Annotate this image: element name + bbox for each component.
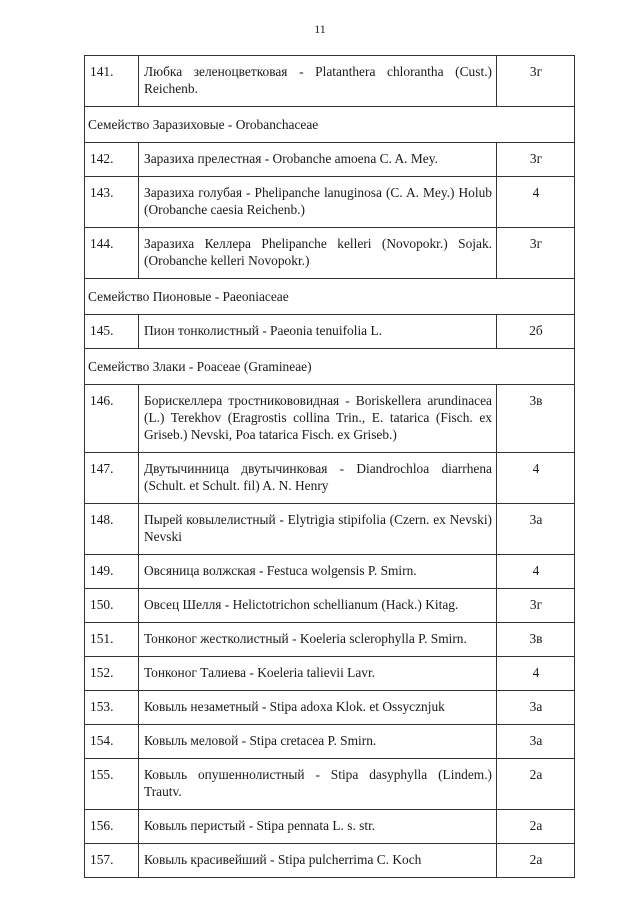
species-table-body xyxy=(85,56,575,878)
species-number: 147. xyxy=(85,453,139,504)
species-name: Ковыль красивейший - Stipa pulcherrima C. Koch xyxy=(139,844,497,878)
species-number: 153. xyxy=(85,691,139,725)
species-table xyxy=(84,55,575,878)
species-row xyxy=(85,453,575,504)
species-number: 141. xyxy=(85,56,139,107)
species-name: Заразиха голубая - Phelipanche lanuginosa (C. A. Mey.) Holub (Orobanche caesia Reichenb.) xyxy=(139,177,497,228)
species-name: Овсяница волжская - Festuca wolgensis P. Smirn. xyxy=(139,555,497,589)
species-number: 142. xyxy=(85,143,139,177)
species-row xyxy=(85,315,575,349)
species-name: Пырей ковылелистный - Elytrigia stipifolia (Czern. ex Nevski) Nevski xyxy=(139,504,497,555)
species-name: Ковыль незаметный - Stipa adoxa Klok. et Ossycznjuk xyxy=(139,691,497,725)
species-category: 2а xyxy=(497,844,575,878)
family-name: Семейство Пионовые - Paeoniaceae xyxy=(85,279,575,315)
species-number: 151. xyxy=(85,623,139,657)
species-row xyxy=(85,589,575,623)
species-category: 2б xyxy=(497,315,575,349)
species-name: Тонконог Талиева - Koeleria talievii Lavr. xyxy=(139,657,497,691)
species-name: Овсец Шелля - Helictotrichon schellianum (Hack.) Kitag. xyxy=(139,589,497,623)
species-row xyxy=(85,56,575,107)
species-number: 149. xyxy=(85,555,139,589)
species-name: Ковыль перистый - Stipa pennata L. s. str. xyxy=(139,810,497,844)
family-header-row xyxy=(85,349,575,385)
species-number: 144. xyxy=(85,228,139,279)
species-number: 156. xyxy=(85,810,139,844)
species-name: Пион тонколистный - Paeonia tenuifolia L. xyxy=(139,315,497,349)
species-name: Двутычинница двутычинковая - Diandrochloa diarrhena (Schult. et Schult. fil) A. N. Henry xyxy=(139,453,497,504)
species-name: Заразиха прелестная - Orobanche amoena C. A. Mey. xyxy=(139,143,497,177)
family-name: Семейство Заразиховые - Orobanchaceae xyxy=(85,107,575,143)
species-category: 3г xyxy=(497,228,575,279)
page-number: 11 xyxy=(314,22,326,36)
species-name: Заразиха Келлера Phelipanche kelleri (Novopokr.) Sojak. (Orobanche kelleri Novopokr.) xyxy=(139,228,497,279)
species-number: 154. xyxy=(85,725,139,759)
species-category: 3в xyxy=(497,385,575,453)
species-row xyxy=(85,504,575,555)
species-row xyxy=(85,844,575,878)
species-category: 3а xyxy=(497,504,575,555)
species-row xyxy=(85,691,575,725)
family-header-row xyxy=(85,107,575,143)
species-category: 4 xyxy=(497,453,575,504)
species-name: Тонконог жестколистный - Koeleria sclerophylla P. Smirn. xyxy=(139,623,497,657)
species-category: 2а xyxy=(497,759,575,810)
species-row xyxy=(85,555,575,589)
species-row xyxy=(85,228,575,279)
species-row xyxy=(85,657,575,691)
species-category: 4 xyxy=(497,657,575,691)
species-number: 150. xyxy=(85,589,139,623)
species-category: 3в xyxy=(497,623,575,657)
species-row xyxy=(85,177,575,228)
species-name: Борискеллера тростникововидная - Boriskellera arundinacea (L.) Terekhov (Eragrostis collina Trin., E. tatarica (Fisch. ex Griseb.) Nevski, Poa tatarica Fisch. ex Griseb.) xyxy=(139,385,497,453)
species-category: 3а xyxy=(497,725,575,759)
species-row xyxy=(85,810,575,844)
species-row xyxy=(85,759,575,810)
species-category: 3г xyxy=(497,589,575,623)
species-row xyxy=(85,143,575,177)
species-name: Любка зеленоцветковая - Platanthera chlorantha (Cust.) Reichenb. xyxy=(139,56,497,107)
species-category: 3а xyxy=(497,691,575,725)
species-row xyxy=(85,725,575,759)
species-row xyxy=(85,385,575,453)
species-name: Ковыль меловой - Stipa cretacea P. Smirn. xyxy=(139,725,497,759)
family-header-row xyxy=(85,279,575,315)
species-category: 4 xyxy=(497,177,575,228)
species-row xyxy=(85,623,575,657)
family-name: Семейство Злаки - Poaceae (Gramineae) xyxy=(85,349,575,385)
species-name: Ковыль опушеннолистный - Stipa dasyphylla (Lindem.) Trautv. xyxy=(139,759,497,810)
species-category: 4 xyxy=(497,555,575,589)
species-number: 148. xyxy=(85,504,139,555)
species-number: 155. xyxy=(85,759,139,810)
species-category: 2а xyxy=(497,810,575,844)
species-category: 3г xyxy=(497,143,575,177)
species-number: 143. xyxy=(85,177,139,228)
species-number: 146. xyxy=(85,385,139,453)
species-number: 152. xyxy=(85,657,139,691)
species-category: 3г xyxy=(497,56,575,107)
species-number: 145. xyxy=(85,315,139,349)
species-number: 157. xyxy=(85,844,139,878)
